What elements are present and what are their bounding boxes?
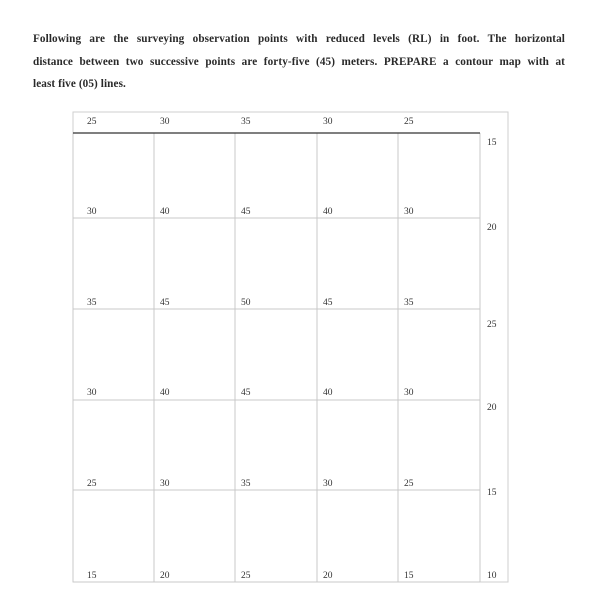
rl-value: 20 (323, 571, 333, 581)
rl-value: 25 (87, 479, 97, 489)
rl-value: 25 (404, 117, 414, 127)
rl-value: 45 (323, 298, 333, 308)
rl-value: 10 (487, 571, 497, 581)
rl-value: 45 (241, 388, 251, 398)
rl-value: 30 (323, 479, 333, 489)
rl-value: 25 (241, 571, 251, 581)
rl-value: 20 (487, 223, 497, 233)
rl-value: 25 (487, 320, 497, 330)
rl-value: 30 (404, 207, 414, 217)
rl-value: 30 (404, 388, 414, 398)
rl-value: 50 (241, 298, 251, 308)
rl-value: 15 (87, 571, 97, 581)
rl-value: 40 (323, 207, 333, 217)
rl-value: 40 (160, 207, 170, 217)
rl-value: 25 (87, 117, 97, 127)
rl-value: 40 (160, 388, 170, 398)
rl-value: 15 (487, 488, 497, 498)
rl-value: 40 (323, 388, 333, 398)
rl-value: 30 (87, 207, 97, 217)
question-line-3: least five (05) lines. (33, 78, 126, 90)
rl-value: 25 (404, 479, 414, 489)
rl-value: 20 (160, 571, 170, 581)
rl-value: 30 (160, 479, 170, 489)
question-line-2: distance between two successive points are forty-five (45) meters. PREPARE a contour map with at (33, 55, 565, 68)
rl-value: 30 (87, 388, 97, 398)
question-line-1: Following are the surveying observation points with reduced levels (RL) in foot. The horizontal (33, 33, 565, 45)
grid-frame (73, 112, 508, 582)
rl-value: 35 (87, 298, 97, 308)
rl-value: 45 (241, 207, 251, 217)
rl-value: 35 (241, 479, 251, 489)
rl-value: 20 (487, 403, 497, 413)
rl-value: 45 (160, 298, 170, 308)
rl-value: 30 (160, 117, 170, 127)
rl-value: 15 (404, 571, 414, 581)
rl-value: 30 (323, 117, 333, 127)
rl-value: 15 (487, 138, 497, 148)
rl-value: 35 (404, 298, 414, 308)
rl-value: 35 (241, 117, 251, 127)
